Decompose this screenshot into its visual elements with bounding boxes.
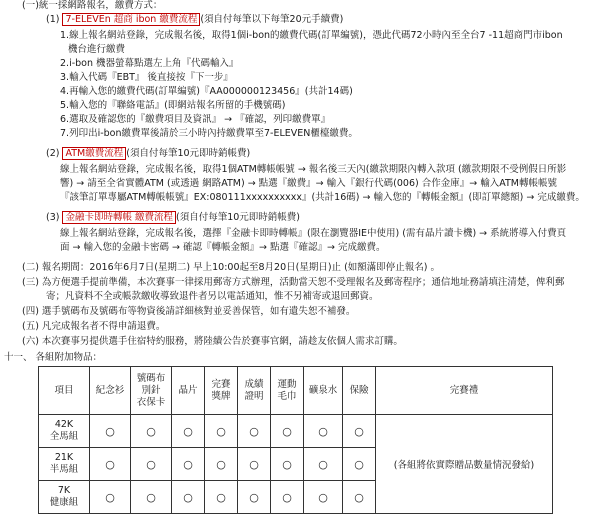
included-mark: ○ [90,481,131,514]
payment-method-tag: 7-ELEVEn 超商 ibon 繳費流程 [62,13,200,26]
payment-method-tag: 金融卡即時轉帳 繳費流程 [62,211,176,224]
column-header: 完賽禮 [376,367,553,415]
included-mark: ○ [131,448,172,481]
included-mark: ○ [304,415,343,448]
included-mark: ○ [205,481,238,514]
table-header-row [39,367,553,415]
included-mark: ○ [172,481,205,514]
included-mark: ○ [172,448,205,481]
fee-note: (須自付每筆以下每筆20元手續費) [200,14,344,25]
column-header: 成績 證明 [238,367,271,415]
text-line: 7.列印出i-bon繳費單後請於三小時內持繳費單至7-ELEVEN櫃檯繳費。 [60,128,358,139]
included-mark: ○ [90,448,131,481]
text-line: 2.i-bon 機器螢幕點選左上角『代碼輸入』 [60,58,239,69]
text-line: (六) 本次賽事另提供選手住宿特約服務，將陸續公告於賽事官網，請趁友依個人需求訂購。 [22,336,403,347]
group-cell: 7K 健康組 [39,481,90,514]
included-mark: ○ [343,481,376,514]
text-line [46,148,250,160]
step-number: (2) [46,148,63,159]
text-line: 4.再輸入您的繳費代碼(訂單編號)『AA000000123456』(共計14碼) [60,86,353,97]
fee-note: (須自付每筆10元即時銷帳費) [126,148,251,159]
text-line: 3.輸入代碼『EBT』 後直接按『下一步』 [60,72,233,83]
text-line: 十一、 各組附加物品： [4,352,103,363]
column-header: 號碼布 別針 衣保卡 [131,367,172,415]
text-line [46,212,300,224]
text-line: (五) 凡完成報名者不得申請退費。 [22,321,166,332]
table-row [39,415,553,448]
text-line [46,14,343,26]
fee-note: (須自付每筆10元即時銷帳費) [176,212,301,223]
column-header: 保險 [343,367,376,415]
text-line: 響) → 請至全省實體ATM (或透過 網路ATM) → 點選『繳費』→ 輸入『銀行代碼(006) 合作金庫』→ 輸入ATM轉帳帳號 [60,178,557,189]
included-mark: ○ [238,481,271,514]
included-mark: ○ [304,481,343,514]
column-header: 項目 [39,367,90,415]
gift-note: (各組將依實際贈品數量情況發給) [376,415,553,514]
included-mark: ○ [271,415,304,448]
column-header: 礦泉水 [304,367,343,415]
text-line: 5.輸入您的『聯絡電話』(即網站報名所留的手機號碼) [60,100,286,111]
included-mark: ○ [205,415,238,448]
included-mark: ○ [304,448,343,481]
payment-method-tag: ATM繳費流程 [62,147,126,160]
included-mark: ○ [271,481,304,514]
text-line: 6.選取及確認您的『繳費項目及資訊』 → 『確認，列印繳費單』 [60,114,331,125]
column-header: 完賽 獎牌 [205,367,238,415]
text-line: 線上報名網站登錄，完成報名後，選擇『金融卡即時轉帳』(限在瀏覽器IE中使用) (需有晶片讀卡機) → 系統將導入付費頁 [60,228,567,239]
text-line: (四) 選手號碼布及號碼布等物資後請詳細核對並妥善保管，如有遺失恕不補發。 [22,306,356,317]
text-line: 1.線上報名網站登錄，完成報名後，取得1個i-bon的繳費代碼(訂單編號)，憑此代碼72小時內至全台7 -11超商門市ibon [60,30,563,41]
text-line: (二) 報名期間：2016年6月7日(星期二) 早上10:00起至8月20日(星期日)止 (如額滿即停止報名) 。 [22,262,441,273]
text-line: 面 → 輸入您的金融卡密碼 → 確認『轉帳金額』→ 點選『確認』→ 完成繳費。 [60,242,386,253]
included-mark: ○ [238,415,271,448]
included-mark: ○ [205,448,238,481]
text-line: (三) 為方便選手提前準備，本次賽事一律採用郵寄方式辦理，活動當天恕不受理報名及郵寄程序；通信地址務請填注清楚，俾利郵 [22,277,565,288]
text-line: 機台進行繳費 [68,44,126,55]
included-mark: ○ [238,448,271,481]
column-header: 紀念衫 [90,367,131,415]
included-mark: ○ [131,481,172,514]
text-line: 線上報名網站登錄，完成報名後，取得1個ATM轉帳帳號 → 報名後三天內(繳款期限內轉入款項 (繳款期限不受例假日所影 [60,164,567,175]
text-line: 『該筆訂單專屬ATM轉帳帳號』EX:080111xxxxxxxxxx』(共計16碼) → 輸入您的『轉帳金額』(即訂單總額) → 完成繳費。 [60,192,585,203]
included-mark: ○ [343,415,376,448]
step-number: (1) [46,14,63,25]
included-mark: ○ [172,415,205,448]
included-mark: ○ [271,448,304,481]
group-cell: 42K 全馬組 [39,415,90,448]
group-cell: 21K 半馬組 [39,448,90,481]
included-mark: ○ [343,448,376,481]
column-header: 晶片 [172,367,205,415]
text-line: (一)統一採網路報名，繳費方式： [22,0,163,11]
included-mark: ○ [90,415,131,448]
included-mark: ○ [131,415,172,448]
step-number: (3) [46,212,63,223]
column-header: 運動 毛巾 [271,367,304,415]
items-table [38,366,553,514]
text-line: 寄；凡資料不全或帳款繳收導致退件者另以電話通知，惟不另補寄或退回郵資。 [46,291,379,302]
